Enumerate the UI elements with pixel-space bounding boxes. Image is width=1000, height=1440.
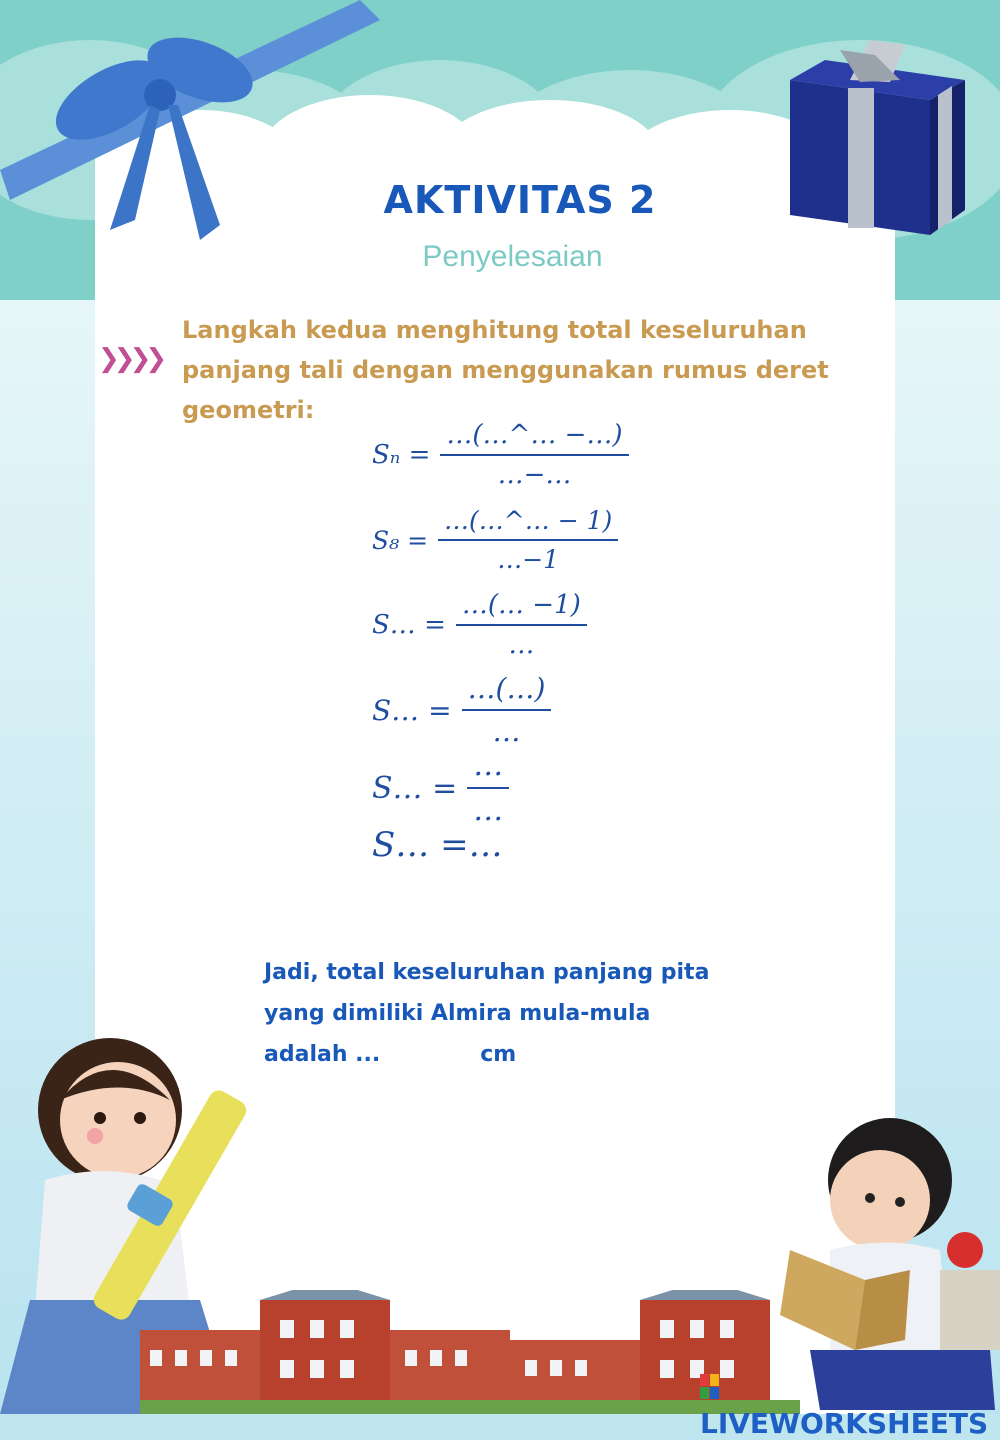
fraction-numerator[interactable]: …(…) bbox=[462, 672, 552, 711]
fraction-numerator[interactable]: …(…^… −…) bbox=[440, 420, 628, 456]
instruction-text: Langkah kedua menghitung total keseluruhan panjang tali dengan menggunakan rumus deret geometri: bbox=[182, 316, 829, 424]
fraction-numerator[interactable]: …(…^… − 1) bbox=[438, 506, 618, 541]
equation-lhs: S… = bbox=[372, 770, 458, 806]
fraction bbox=[438, 506, 618, 574]
equation-lhs: S₈ = bbox=[372, 525, 429, 555]
equation-result-text[interactable]: S… =… bbox=[372, 825, 503, 865]
logo-blocks-icon bbox=[700, 1374, 720, 1407]
conclusion-line-3 bbox=[264, 1034, 804, 1075]
conclusion-prefix: adalah ... bbox=[264, 1042, 381, 1067]
gift-box-icon bbox=[780, 20, 970, 240]
conclusion-line-2: yang dimiliki Almira mula-mula bbox=[264, 1001, 651, 1026]
fraction bbox=[462, 672, 552, 748]
fraction bbox=[456, 590, 587, 660]
equation-s8 bbox=[372, 506, 618, 574]
liveworksheets-logo bbox=[700, 1372, 1000, 1440]
fraction-denominator[interactable]: … bbox=[508, 630, 535, 660]
liveworksheets-brand: LIVEWORKSHEETS bbox=[700, 1406, 989, 1440]
fraction-denominator[interactable]: …−… bbox=[497, 460, 572, 490]
arrows-icon: ❯❯❯❯ bbox=[98, 344, 162, 374]
fraction-numerator[interactable]: … bbox=[467, 748, 509, 789]
equation-lhs: Sₙ = bbox=[372, 440, 431, 470]
fraction-numerator[interactable]: …(… −1) bbox=[456, 590, 587, 626]
page-title: AKTIVITAS 2 bbox=[383, 178, 657, 222]
equation-lhs: S… = bbox=[372, 610, 446, 640]
equation-general bbox=[372, 420, 629, 490]
equation-lhs: S… = bbox=[372, 693, 452, 727]
equation-result bbox=[372, 825, 513, 865]
fraction-denominator[interactable]: …−1 bbox=[497, 545, 560, 574]
page-subtitle: Penyelesaian bbox=[422, 240, 603, 273]
equation-step-5 bbox=[372, 748, 509, 828]
equation-step-3 bbox=[372, 590, 587, 660]
conclusion-text bbox=[264, 952, 804, 1075]
conclusion-line-1: Jadi, total keseluruhan panjang pita bbox=[264, 960, 710, 985]
equation-step-4 bbox=[372, 672, 551, 748]
fraction-denominator[interactable]: … bbox=[492, 715, 521, 748]
fraction bbox=[467, 748, 509, 828]
fraction bbox=[440, 420, 628, 490]
fraction-denominator[interactable]: … bbox=[473, 793, 504, 828]
conclusion-unit: cm bbox=[480, 1042, 517, 1067]
